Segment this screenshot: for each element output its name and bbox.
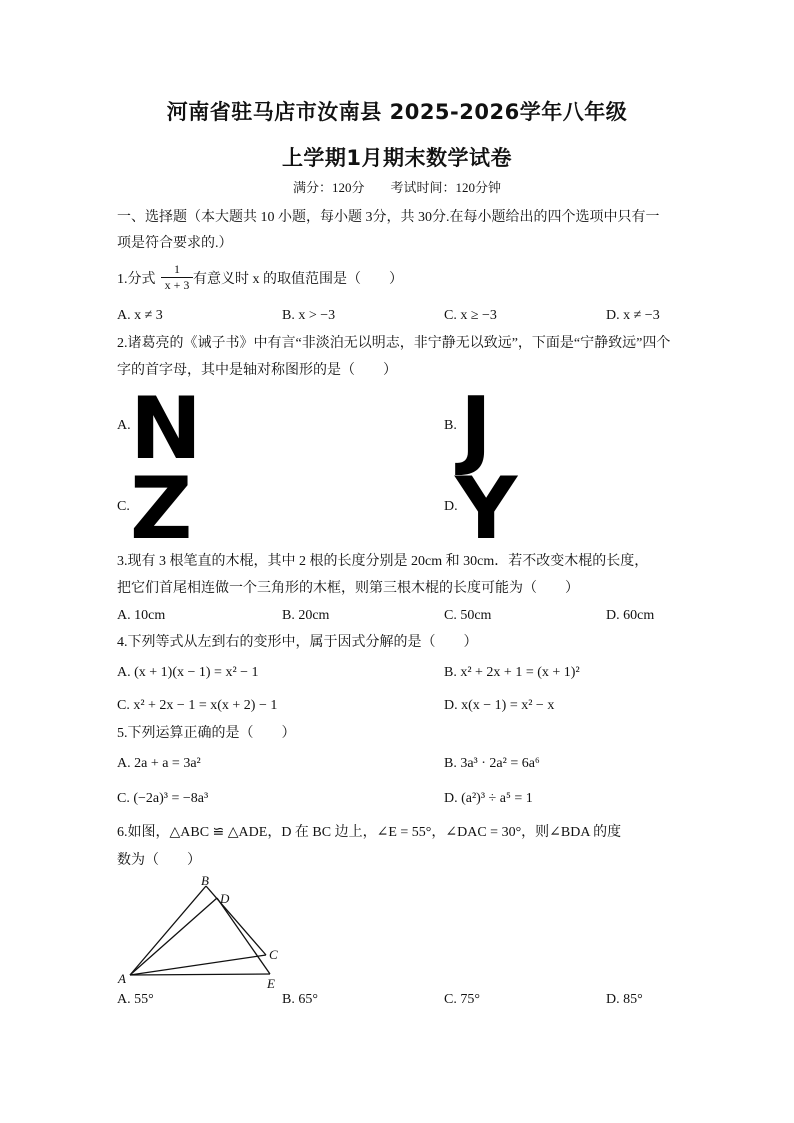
q6-label-d: D <box>220 891 230 906</box>
q1-fraction-numerator: 1 <box>174 262 180 276</box>
q4-stem: 4.下列等式从左到右的变形中，属于因式分解的是（ ） <box>117 635 478 650</box>
q1-option-a: A. x ≠ 3 <box>117 308 163 323</box>
q6-option-c: C. 75° <box>444 992 480 1007</box>
q2-stem-line1: 2.诸葛亮的《诫子书》中有言“非淡泊无以明志，非宁静无以致远”，下面是“宁静致远”四个 <box>117 336 671 351</box>
q5-option-d: D. (a²)³ ÷ a⁵ = 1 <box>444 791 533 806</box>
q2-letter-y: Y <box>455 459 518 559</box>
q2-option-b-label: B. <box>444 418 457 433</box>
q6-stem-line2: 数为（ ） <box>117 853 201 868</box>
q1-stem-post: 有意义时 x 的取值范围是（ ） <box>193 272 403 287</box>
q2-letter-z: Z <box>130 459 193 559</box>
q4-option-a: A. (x + 1)(x − 1) = x² − 1 <box>117 665 259 680</box>
q2-letter-j: J <box>460 379 492 479</box>
q1-option-d: D. x ≠ −3 <box>606 308 660 323</box>
q4-option-d: D. x(x − 1) = x² − x <box>444 698 555 713</box>
exam-title-line2: 上学期1月期末数学试卷 <box>281 146 513 170</box>
q6-option-a: A. 55° <box>117 992 154 1007</box>
q2-option-a-label: A. <box>117 418 131 433</box>
q1-stem-pre: 1.分式 <box>117 272 156 287</box>
q2-option-c-label: C. <box>117 499 130 514</box>
q6-stem-line1: 6.如图，△ABC ≌ △ADE，D 在 BC 边上，∠E = 55°，∠DAC = 30°，则∠BDA 的度 <box>117 825 622 840</box>
q6-option-d: D. 85° <box>606 992 643 1007</box>
q6-segment-ae <box>130 974 270 975</box>
q6-segment-ac <box>130 955 266 975</box>
section-heading-line1: 一、选择题（本大题共 10 小题，每小题 3分，共 30分.在每小题给出的四个选项中只有一 <box>117 210 660 225</box>
q6-label-c: C <box>269 947 278 962</box>
q6-segment-bc <box>206 886 266 955</box>
q3-option-c: C. 50cm <box>444 608 492 623</box>
q6-segment-de <box>217 898 270 974</box>
q2-option-d-label: D. <box>444 499 458 514</box>
q5-option-b: B. 3a³ · 2a² = 6a⁶ <box>444 756 540 771</box>
q6-label-a: A <box>118 971 126 986</box>
q5-stem: 5.下列运算正确的是（ ） <box>117 726 296 741</box>
q6-label-e: E <box>267 976 275 990</box>
section-heading-line2: 项是符合要求的.） <box>117 236 233 251</box>
q3-stem-line2: 把它们首尾相连做一个三角形的木框，则第三根木棍的长度可能为（ ） <box>117 581 579 596</box>
q6-option-b: B. 65° <box>282 992 318 1007</box>
q3-stem-line1: 3.现有 3 根笔直的木棍，其中 2 根的长度分别是 20cm 和 30cm．若不改变木棍的长度， <box>117 554 649 569</box>
exam-meta: 满分：120分 考试时间：120分钟 <box>292 180 501 195</box>
q2-letter-n: N <box>130 379 202 479</box>
q6-segment-ad <box>130 898 217 975</box>
q5-option-c: C. (−2a)³ = −8a³ <box>117 791 209 806</box>
q1-fraction <box>161 262 193 293</box>
q3-option-b: B. 20cm <box>282 608 330 623</box>
q5-option-a: A. 2a + a = 3a² <box>117 756 201 771</box>
q1-fraction-denominator: x + 3 <box>161 277 193 293</box>
exam-title-line1: 河南省驻马店市汝南县 2025-2026学年八年级 <box>166 100 628 124</box>
q1-option-c: C. x ≥ −3 <box>444 308 497 323</box>
q2-stem-line2: 字的首字母，其中是轴对称图形的是（ ） <box>117 363 397 378</box>
q6-segment-ab <box>130 886 206 975</box>
q1-option-b: B. x > −3 <box>282 308 336 323</box>
q3-option-d: D. 60cm <box>606 608 655 623</box>
q6-triangle-figure <box>112 875 292 990</box>
q3-option-a: A. 10cm <box>117 608 166 623</box>
q4-option-c: C. x² + 2x − 1 = x(x + 2) − 1 <box>117 698 278 713</box>
q4-option-b: B. x² + 2x + 1 = (x + 1)² <box>444 665 580 680</box>
q6-label-b: B <box>201 875 209 888</box>
